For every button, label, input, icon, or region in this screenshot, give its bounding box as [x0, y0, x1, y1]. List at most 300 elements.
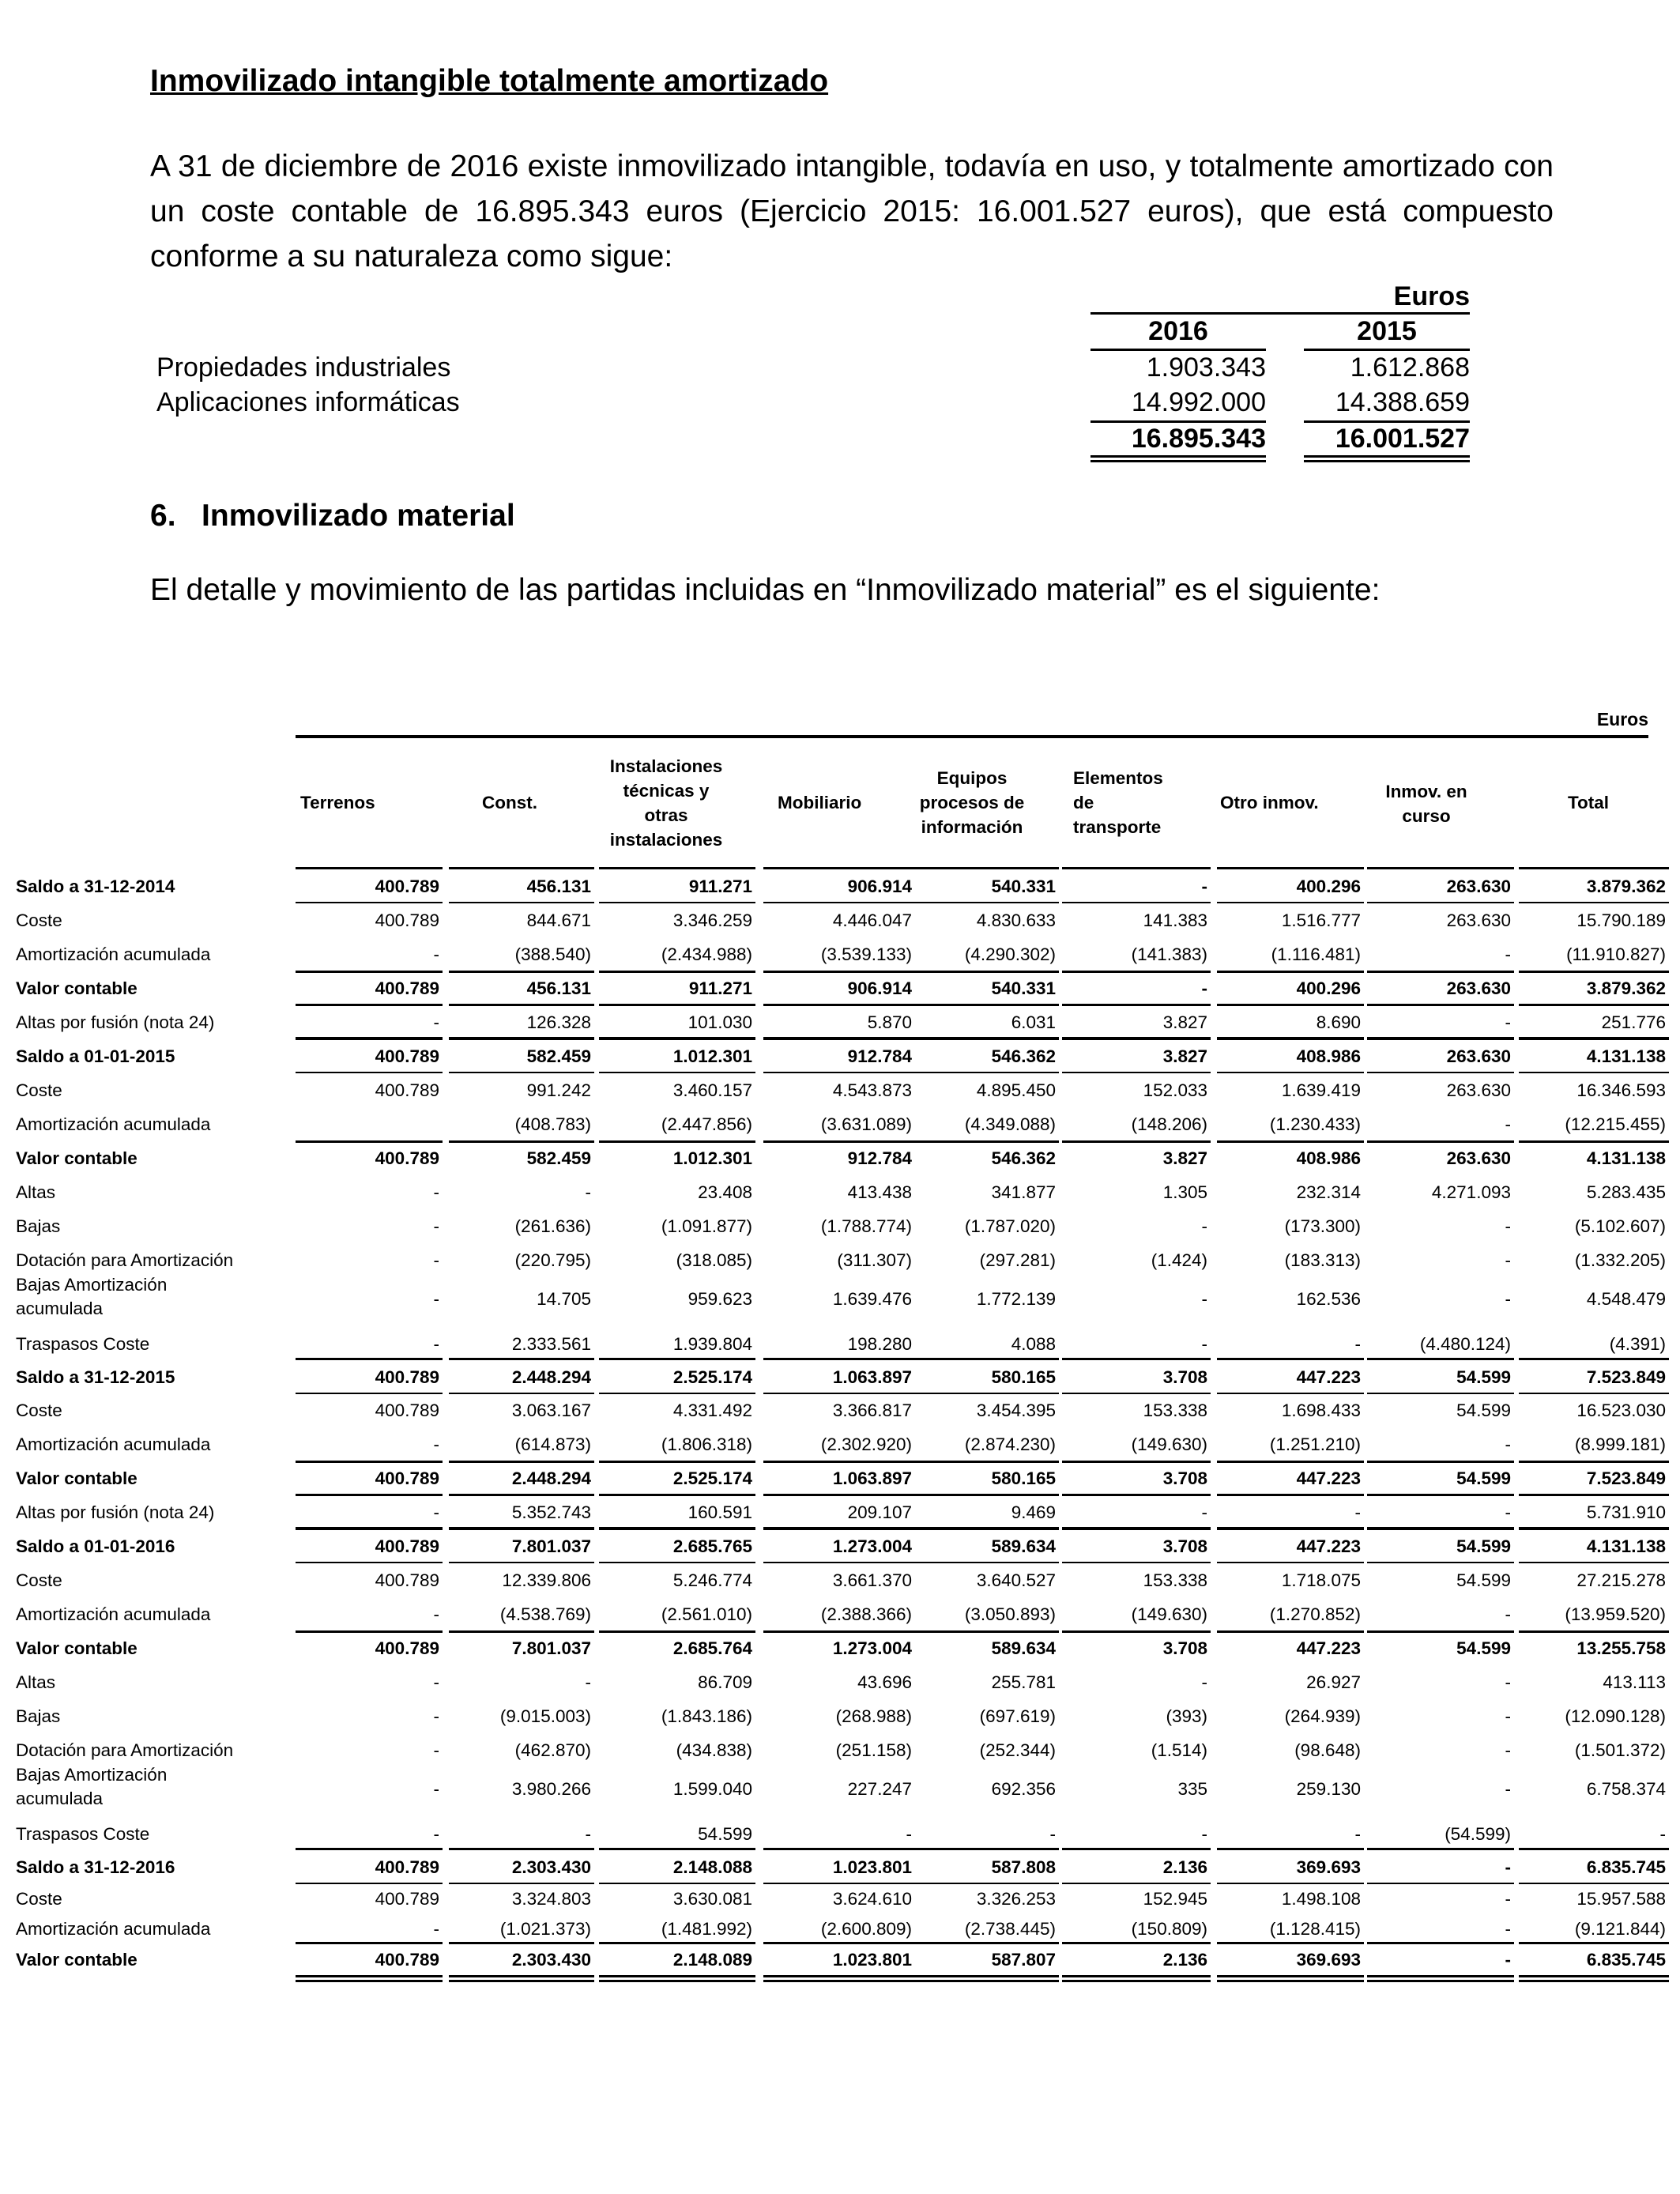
table-cell: 400.789	[375, 1400, 439, 1420]
summary-row-value: 1.903.343	[1146, 352, 1266, 383]
row-label: Bajas	[16, 1216, 61, 1236]
section-heading-intangible: Inmovilizado intangible totalmente amortizado	[150, 64, 829, 98]
col-header-otro: Otro inmov.	[1220, 793, 1319, 812]
row-label: Saldo a 31-12-2015	[16, 1367, 175, 1387]
table-cell: 3.708	[1162, 1536, 1207, 1556]
row-rule	[449, 1004, 594, 1006]
row-rule	[915, 1527, 1059, 1529]
table-cell: 263.630	[1446, 876, 1511, 896]
table-cell: 7.523.849	[1586, 1367, 1666, 1387]
summary-currency: Euros	[1393, 281, 1470, 311]
table-cell: 227.247	[847, 1779, 912, 1799]
table-cell: 3.640.527	[976, 1570, 1056, 1590]
row-label: Valor contable	[16, 1468, 137, 1488]
table-cell: 912.784	[847, 1148, 912, 1168]
table-cell: 6.835.745	[1586, 1950, 1666, 1970]
row-rule	[1062, 1140, 1211, 1143]
table-cell: (697.619)	[979, 1706, 1056, 1726]
table-cell: (268.988)	[835, 1706, 912, 1726]
row-rule	[449, 867, 594, 869]
table-cell: (2.600.809)	[820, 1919, 912, 1939]
row-label: Coste	[16, 1080, 62, 1100]
row-rule	[1519, 1527, 1669, 1529]
table-cell: -	[1201, 1672, 1207, 1692]
row-rule	[915, 971, 1059, 973]
row-rule	[599, 1393, 755, 1394]
row-rule	[296, 1461, 443, 1463]
table-cell: 2.148.089	[672, 1950, 752, 1970]
table-cell: 1.718.075	[1281, 1570, 1361, 1590]
final-rule	[763, 1980, 915, 1982]
col-header-curso: Inmov. en curso	[1385, 782, 1467, 826]
table-cell: 6.031	[1011, 1012, 1056, 1032]
table-cell: 991.242	[526, 1080, 591, 1100]
table-cell: 5.731.910	[1586, 1502, 1666, 1522]
table-cell: 2.448.294	[511, 1468, 591, 1488]
table-cell: -	[433, 1289, 439, 1309]
row-rule	[1217, 1393, 1364, 1394]
row-label: Coste	[16, 1400, 62, 1420]
row-label: Coste	[16, 1889, 62, 1909]
table-cell: (220.795)	[514, 1250, 591, 1270]
table-cell: 54.599	[1456, 1638, 1511, 1658]
table-cell: 1.516.777	[1281, 910, 1361, 930]
table-cell: 141.383	[1143, 910, 1207, 930]
table-cell: (393)	[1166, 1706, 1207, 1726]
table-cell: -	[1201, 1334, 1207, 1354]
table-cell: -	[433, 1434, 439, 1454]
table-cell: 4.446.047	[832, 910, 912, 930]
final-rule	[296, 1975, 443, 1977]
row-rule	[763, 1393, 915, 1394]
table-cell: -	[1201, 876, 1207, 896]
col-header-elementos: Elementos de transporte	[1073, 768, 1163, 837]
row-rule	[915, 1037, 1059, 1039]
table-cell: 3.708	[1162, 1468, 1207, 1488]
table-cell: 2.525.174	[672, 1468, 752, 1488]
table-cell: -	[1505, 1706, 1511, 1726]
final-rule	[1519, 1975, 1669, 1977]
row-rule	[1217, 1527, 1364, 1529]
row-rule	[763, 1072, 915, 1073]
table-cell: 400.789	[375, 1536, 439, 1556]
table-cell: 3.366.817	[832, 1400, 912, 1420]
row-rule	[296, 971, 443, 973]
row-rule	[1519, 1358, 1669, 1360]
section-number: 6.	[150, 499, 176, 533]
row-rule	[1519, 1942, 1669, 1944]
row-label: Valor contable	[16, 1148, 137, 1168]
table-cell: 580.165	[991, 1468, 1056, 1488]
table-cell: -	[1505, 1919, 1511, 1939]
table-cell: (11.910.827)	[1566, 944, 1666, 964]
row-rule	[599, 1848, 755, 1850]
summary-row-label: Aplicaciones informáticas	[156, 387, 460, 417]
table-cell: (9.121.844)	[1574, 1919, 1666, 1939]
table-currency: Euros	[1596, 709, 1648, 729]
table-cell: -	[1505, 1216, 1511, 1236]
table-cell: 2.136	[1162, 1857, 1207, 1877]
table-cell: (1.116.481)	[1271, 944, 1361, 964]
table-cell: 844.671	[526, 910, 591, 930]
row-rule	[296, 1393, 443, 1394]
table-cell: 153.338	[1143, 1400, 1207, 1420]
table-cell: 587.808	[991, 1857, 1056, 1877]
row-rule	[599, 1562, 755, 1563]
table-cell: (1.021.373)	[499, 1919, 591, 1939]
table-cell: -	[1505, 1012, 1511, 1032]
table-cell: 26.927	[1306, 1672, 1361, 1692]
table-cell: 1.939.804	[672, 1334, 752, 1354]
table-cell: 408.986	[1296, 1148, 1361, 1168]
col-header-instalaciones: Instalaciones técnicas y otras instalaciones	[609, 756, 723, 850]
row-rule	[1519, 1630, 1669, 1633]
row-rule	[1519, 1393, 1669, 1394]
table-cell: (2.874.230)	[964, 1434, 1056, 1454]
final-rule	[1062, 1980, 1211, 1982]
table-cell: -	[1201, 1824, 1207, 1844]
row-rule	[449, 1562, 594, 1563]
table-cell: (1.230.433)	[1269, 1114, 1361, 1134]
table-cell: 2.136	[1162, 1950, 1207, 1970]
table-cell: 4.830.633	[976, 910, 1056, 930]
row-label: Valor contable	[16, 1950, 137, 1970]
table-cell: 7.801.037	[511, 1536, 591, 1556]
table-cell: 259.130	[1296, 1779, 1361, 1799]
table-cell: (149.630)	[1131, 1434, 1207, 1454]
table-cell: 5.246.774	[672, 1570, 752, 1590]
table-cell: -	[1049, 1824, 1056, 1844]
table-cell: -	[1505, 1950, 1511, 1970]
table-cell: 15.790.189	[1576, 910, 1666, 930]
row-rule	[1217, 1494, 1364, 1496]
table-cell: 7.523.849	[1586, 1468, 1666, 1488]
row-rule	[1217, 902, 1364, 903]
row-rule	[1062, 867, 1211, 869]
row-rule	[1062, 1883, 1211, 1884]
table-cell: 251.776	[1601, 1012, 1666, 1032]
table-cell: (1.787.020)	[964, 1216, 1056, 1236]
table-cell: 3.346.259	[672, 910, 752, 930]
row-rule	[1519, 1562, 1669, 1563]
row-rule	[763, 1883, 915, 1884]
table-cell: -	[906, 1824, 912, 1844]
table-cell: 447.223	[1296, 1536, 1361, 1556]
table-cell: (148.206)	[1131, 1114, 1207, 1134]
row-rule	[449, 1461, 594, 1463]
row-rule	[1367, 902, 1514, 903]
row-rule	[1367, 1630, 1514, 1633]
table-cell: -	[1505, 1604, 1511, 1624]
row-rule	[296, 1630, 443, 1633]
summary-total-2016: 16.895.343	[1131, 424, 1266, 454]
table-cell: 1.772.139	[976, 1289, 1056, 1309]
table-cell: 2.685.764	[672, 1638, 752, 1658]
table-cell: 23.408	[698, 1182, 752, 1202]
row-rule	[763, 1562, 915, 1563]
table-cell: -	[1354, 1502, 1361, 1522]
table-cell: 4.131.138	[1586, 1536, 1666, 1556]
row-rule	[1367, 867, 1514, 869]
table-cell: -	[433, 1250, 439, 1270]
row-rule	[763, 867, 915, 869]
table-cell: -	[433, 1919, 439, 1939]
table-cell: -	[1201, 1216, 1207, 1236]
table-cell: (4.538.769)	[499, 1604, 591, 1624]
table-cell: 263.630	[1446, 1046, 1511, 1066]
final-rule	[1367, 1975, 1514, 1977]
row-rule	[1062, 1037, 1211, 1039]
table-cell: 456.131	[526, 978, 591, 998]
table-cell: 580.165	[991, 1367, 1056, 1387]
row-rule	[915, 1942, 1059, 1944]
table-cell: (1.251.210)	[1269, 1434, 1361, 1454]
summary-year-2016: 2016	[1148, 316, 1208, 346]
table-cell: -	[1201, 978, 1207, 998]
row-rule	[1367, 1140, 1514, 1143]
table-cell: 4.543.873	[832, 1080, 912, 1100]
row-rule	[763, 1942, 915, 1944]
row-rule	[1519, 902, 1669, 903]
row-rule	[1519, 1037, 1669, 1039]
final-rule	[1217, 1975, 1364, 1977]
row-rule	[1367, 1562, 1514, 1563]
table-cell: 1.305	[1162, 1182, 1207, 1202]
table-cell: (150.809)	[1131, 1919, 1207, 1939]
table-cell: (3.631.089)	[820, 1114, 912, 1134]
table-cell: 27.215.278	[1576, 1570, 1666, 1590]
table-cell: 400.296	[1296, 876, 1361, 896]
summary-row-label: Propiedades industriales	[156, 352, 451, 383]
table-cell: 546.362	[991, 1046, 1056, 1066]
row-label: Valor contable	[16, 1638, 137, 1658]
table-cell: (388.540)	[514, 944, 591, 964]
table-cell: 546.362	[991, 1148, 1056, 1168]
row-rule	[449, 902, 594, 903]
table-cell: 3.661.370	[832, 1570, 912, 1590]
row-rule	[296, 1848, 443, 1850]
row-rule	[449, 1527, 594, 1529]
table-cell: -	[1505, 1250, 1511, 1270]
table-cell: (251.158)	[835, 1740, 912, 1760]
summary-row-value: 14.388.659	[1335, 387, 1470, 417]
table-cell: (434.838)	[676, 1740, 752, 1760]
table-cell: 906.914	[847, 876, 912, 896]
table-cell: (614.873)	[514, 1434, 591, 1454]
table-cell: -	[1659, 1824, 1666, 1844]
row-rule	[1519, 1004, 1669, 1006]
table-cell: 589.634	[991, 1536, 1056, 1556]
final-rule	[915, 1975, 1059, 1977]
row-rule	[1217, 1004, 1364, 1006]
table-cell: 4.331.492	[672, 1400, 752, 1420]
table-cell: 12.339.806	[502, 1570, 591, 1590]
final-rule	[1217, 1980, 1364, 1982]
table-cell: (1.843.186)	[661, 1706, 752, 1726]
row-rule	[599, 867, 755, 869]
row-rule	[1367, 1494, 1514, 1496]
final-rule	[915, 1980, 1059, 1982]
table-cell: 912.784	[847, 1046, 912, 1066]
row-rule	[296, 902, 443, 903]
row-rule	[449, 1072, 594, 1073]
row-rule	[599, 1004, 755, 1006]
table-cell: 3.630.081	[672, 1889, 752, 1909]
table-cell: 2.448.294	[511, 1367, 591, 1387]
table-cell: (4.480.124)	[1419, 1334, 1511, 1354]
table-cell: 2.148.088	[672, 1857, 752, 1877]
table-cell: (12.090.128)	[1565, 1706, 1666, 1726]
row-rule	[449, 1848, 594, 1850]
row-rule	[599, 1037, 755, 1039]
table-cell: (1.788.774)	[820, 1216, 912, 1236]
table-cell: 413.113	[1603, 1672, 1666, 1692]
table-cell: -	[1505, 1289, 1511, 1309]
table-cell: 5.283.435	[1586, 1182, 1666, 1202]
table-cell: -	[1505, 1672, 1511, 1692]
table-cell: -	[433, 1672, 439, 1692]
table-cell: 4.131.138	[1586, 1046, 1666, 1066]
table-cell: 400.789	[375, 1468, 439, 1488]
col-header-const: Const.	[482, 793, 537, 812]
table-cell: (9.015.003)	[499, 1706, 591, 1726]
row-rule	[296, 1883, 443, 1884]
table-cell: 3.063.167	[511, 1400, 591, 1420]
table-cell: 587.807	[991, 1950, 1056, 1970]
row-rule	[763, 902, 915, 903]
row-label: Altas por fusión (nota 24)	[16, 1012, 215, 1032]
row-label: Altas	[16, 1672, 56, 1692]
table-cell: 447.223	[1296, 1638, 1361, 1658]
row-rule	[1217, 1942, 1364, 1944]
table-cell: 152.945	[1143, 1889, 1207, 1909]
row-label: Amortización acumulada	[16, 1604, 211, 1624]
row-label: Coste	[16, 910, 62, 930]
table-cell: 400.789	[375, 1857, 439, 1877]
summary-row-value: 1.612.868	[1350, 352, 1470, 383]
table-cell: 1.698.433	[1281, 1400, 1361, 1420]
table-cell: (2.561.010)	[661, 1604, 752, 1624]
row-rule	[449, 1358, 594, 1360]
table-cell: 54.599	[1456, 1468, 1511, 1488]
summary-total-2015: 16.001.527	[1335, 424, 1470, 454]
row-rule	[599, 971, 755, 973]
table-cell: -	[1505, 1502, 1511, 1522]
section-title: Inmovilizado material	[202, 499, 515, 533]
row-rule	[915, 1562, 1059, 1563]
row-rule	[599, 1461, 755, 1463]
row-rule	[1217, 971, 1364, 973]
table-cell: 160.591	[687, 1502, 752, 1522]
table-cell: 3.827	[1162, 1148, 1207, 1168]
table-cell: -	[433, 1824, 439, 1844]
row-rule	[763, 1848, 915, 1850]
table-cell: 1.023.801	[832, 1857, 912, 1877]
table-cell: -	[1505, 1434, 1511, 1454]
row-rule	[1367, 1072, 1514, 1073]
table-cell: -	[1505, 944, 1511, 964]
table-cell: -	[433, 944, 439, 964]
table-cell: (264.939)	[1284, 1706, 1361, 1726]
table-cell: 9.469	[1011, 1502, 1056, 1522]
row-rule	[1519, 1848, 1669, 1850]
row-rule	[1367, 1848, 1514, 1850]
row-rule	[449, 1037, 594, 1039]
table-cell: (311.307)	[837, 1250, 912, 1270]
table-cell: 126.328	[526, 1012, 591, 1032]
table-cell: 456.131	[526, 876, 591, 896]
row-rule	[1062, 1358, 1211, 1360]
row-label: Coste	[16, 1570, 62, 1590]
row-rule	[449, 1883, 594, 1884]
table-cell: 911.271	[688, 978, 752, 998]
row-rule	[1217, 867, 1364, 869]
row-rule	[915, 902, 1059, 903]
table-cell: 3.708	[1162, 1638, 1207, 1658]
table-cell: -	[585, 1824, 591, 1844]
row-label: Altas por fusión (nota 24)	[16, 1502, 215, 1522]
row-label: Valor contable	[16, 978, 137, 998]
row-label: Amortización acumulada	[16, 944, 211, 964]
table-cell: -	[1505, 1889, 1511, 1909]
row-rule	[915, 1461, 1059, 1463]
table-cell: 341.877	[991, 1182, 1056, 1202]
row-rule	[296, 1037, 443, 1039]
table-cell: 162.536	[1296, 1289, 1361, 1309]
table-cell: -	[1505, 1779, 1511, 1799]
row-rule	[1217, 1072, 1364, 1073]
table-cell: (4.349.088)	[964, 1114, 1056, 1134]
table-cell: -	[433, 1740, 439, 1760]
row-rule	[1217, 1461, 1364, 1463]
final-rule	[449, 1975, 594, 1977]
table-cell: 400.789	[375, 1950, 439, 1970]
row-rule	[599, 1942, 755, 1944]
table-cell: 1.023.801	[832, 1950, 912, 1970]
table-cell: (3.539.133)	[820, 944, 912, 964]
table-cell: 400.789	[375, 1889, 439, 1909]
table-cell: 198.280	[847, 1334, 912, 1354]
table-cell: (1.806.318)	[661, 1434, 752, 1454]
row-rule	[1062, 1393, 1211, 1394]
table-cell: 6.758.374	[1586, 1779, 1666, 1799]
row-rule	[763, 1004, 915, 1006]
row-rule	[1367, 1461, 1514, 1463]
table-cell: 15.957.588	[1576, 1889, 1666, 1909]
table-cell: 400.789	[375, 1638, 439, 1658]
table-cell: (2.738.445)	[964, 1919, 1056, 1939]
row-rule	[1367, 1527, 1514, 1529]
row-label: Traspasos Coste	[16, 1824, 150, 1844]
table-cell: 4.548.479	[1586, 1289, 1666, 1309]
table-cell: 400.789	[375, 1367, 439, 1387]
row-rule	[599, 1494, 755, 1496]
table-cell: 400.789	[375, 978, 439, 998]
table-cell: 1.273.004	[832, 1638, 912, 1658]
row-rule	[1519, 867, 1669, 869]
row-rule	[449, 1494, 594, 1496]
table-cell: 54.599	[1456, 1536, 1511, 1556]
row-rule	[1367, 1358, 1514, 1360]
row-rule	[1062, 1004, 1211, 1006]
row-label: Amortización acumulada	[16, 1114, 211, 1134]
table-cell: 589.634	[991, 1638, 1056, 1658]
table-cell: -	[1201, 1289, 1207, 1309]
table-cell: 3.324.803	[511, 1889, 591, 1909]
table-cell: 2.333.561	[511, 1334, 591, 1354]
row-rule	[449, 971, 594, 973]
row-rule	[296, 1072, 443, 1073]
